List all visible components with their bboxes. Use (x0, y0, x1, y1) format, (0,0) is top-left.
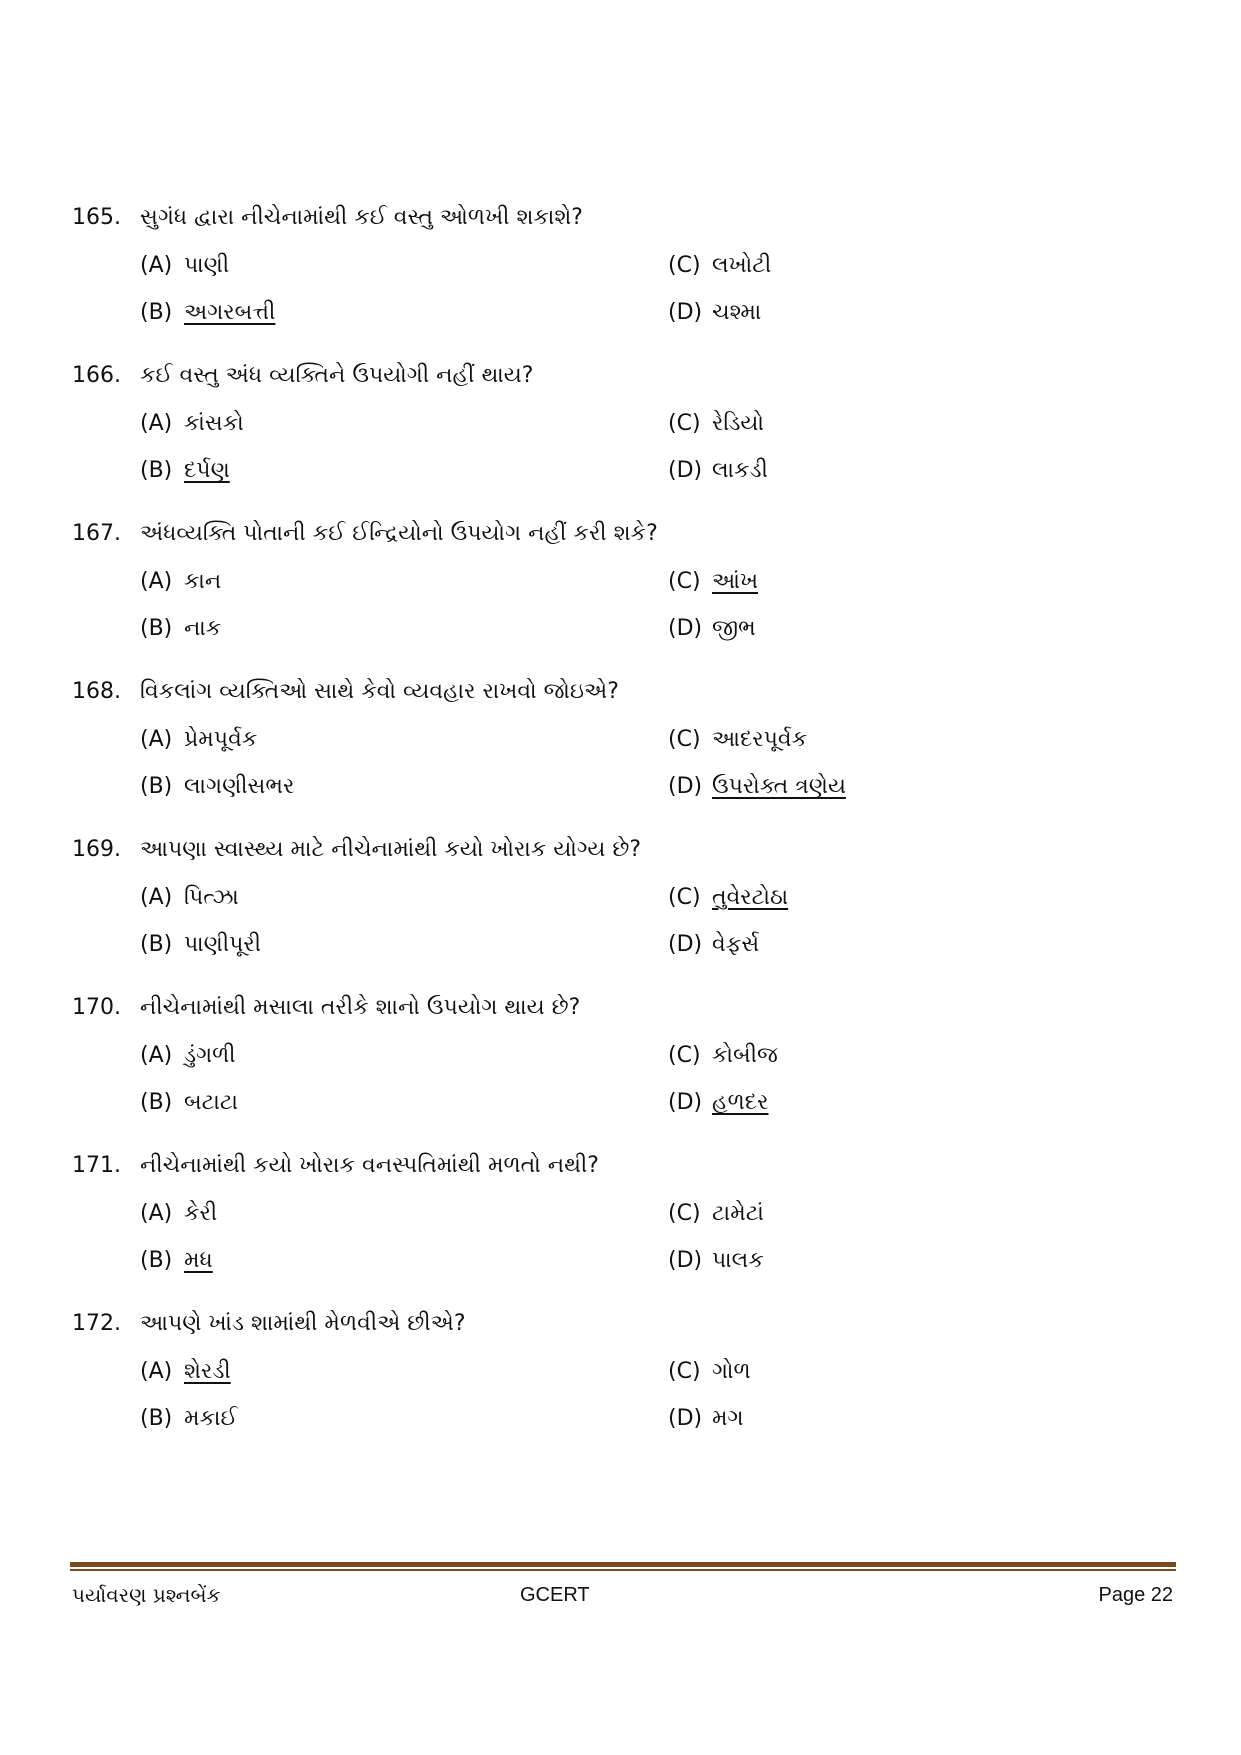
option-text: મધ (184, 1248, 213, 1273)
question-stem (72, 990, 580, 1026)
option-a (140, 1038, 236, 1074)
option-text: ડુંગળી (184, 1043, 236, 1068)
option-text: પાલક (712, 1248, 764, 1273)
question-text: આપણે ખાંડ શામાંથી મેળવીએ છીએ? (140, 1311, 466, 1336)
option-letter: (A) (140, 1359, 173, 1384)
question-170 (72, 990, 1172, 1148)
question-stem (72, 674, 619, 710)
question-169 (72, 832, 1172, 990)
option-letter: (A) (140, 727, 173, 752)
option-d (668, 295, 761, 331)
option-letter: (B) (140, 458, 173, 483)
option-letter: (B) (140, 300, 173, 325)
option-text: આદરપૂર્વક (712, 727, 808, 752)
option-text: ચશ્મા (712, 300, 762, 325)
option-b-correct (140, 453, 230, 489)
option-c (668, 1038, 778, 1074)
option-b (140, 1085, 238, 1121)
option-text: આંખ (712, 569, 759, 594)
question-168 (72, 674, 1172, 832)
option-letter: (A) (140, 253, 173, 278)
footer-divider (70, 1562, 1176, 1567)
option-text: કાન (184, 569, 222, 594)
option-d (668, 611, 756, 647)
option-letter: (A) (140, 885, 173, 910)
question-172 (72, 1306, 1172, 1464)
question-stem (72, 1306, 466, 1342)
option-a (140, 406, 244, 442)
option-text: અગરબત્તી (184, 300, 276, 325)
option-letter: (C) (668, 727, 701, 752)
option-letter: (B) (140, 774, 173, 799)
footer-book-title: પર્યાવરણ પ્રશ્નબેંક (72, 1583, 221, 1607)
question-number: 169. (72, 837, 121, 862)
option-text: વેફર્સ (712, 932, 760, 957)
option-b (140, 769, 294, 805)
option-d-correct (668, 769, 846, 805)
option-b-correct (140, 1243, 213, 1279)
footer-divider-thin (70, 1569, 1176, 1571)
question-number: 165. (72, 205, 121, 230)
option-text: નાક (184, 616, 222, 641)
option-letter: (D) (668, 1406, 703, 1431)
option-letter: (B) (140, 932, 173, 957)
option-b-correct (140, 295, 275, 331)
option-text: ટામેટાં (712, 1201, 764, 1226)
option-text: લાગણીસભર (184, 774, 295, 799)
option-a (140, 722, 257, 758)
option-text: ગોળ (712, 1359, 751, 1384)
question-text: વિકલાંગ વ્યક્તિઓ સાથે કેવો વ્યવહાર રાખવો જોઇએ? (140, 679, 619, 704)
option-text: શેરડી (184, 1359, 231, 1384)
option-text: લાકડી (712, 458, 768, 483)
question-number: 170. (72, 995, 121, 1020)
question-stem (72, 200, 583, 236)
question-stem (72, 358, 533, 394)
option-letter: (A) (140, 1043, 173, 1068)
option-letter: (A) (140, 569, 173, 594)
option-b (140, 1401, 237, 1437)
question-165 (72, 200, 1172, 358)
option-text: મકાઈ (184, 1406, 238, 1431)
option-letter: (C) (668, 253, 701, 278)
option-d (668, 453, 768, 489)
option-text: જીભ (712, 616, 756, 641)
question-number: 171. (72, 1153, 121, 1178)
option-letter: (D) (668, 774, 703, 799)
question-166 (72, 358, 1172, 516)
option-letter: (C) (668, 885, 701, 910)
question-number: 167. (72, 521, 121, 546)
option-b (140, 927, 261, 963)
option-text: ઉપરોક્ત ત્રણેય (712, 774, 846, 799)
option-letter: (A) (140, 411, 173, 436)
question-text: નીચેનામાંથી કયો ખોરાક વનસ્પતિમાંથી મળતો નથી? (140, 1153, 599, 1178)
option-letter: (B) (140, 1406, 173, 1431)
option-text: રેડિયો (712, 411, 764, 436)
option-text: કાંસકો (184, 411, 244, 436)
option-text: દર્પણ (184, 458, 230, 483)
option-letter: (C) (668, 411, 701, 436)
option-letter: (D) (668, 300, 703, 325)
option-d (668, 927, 759, 963)
option-letter: (C) (668, 569, 701, 594)
option-letter: (D) (668, 458, 703, 483)
option-a (140, 564, 221, 600)
footer-publisher: GCERT (520, 1584, 590, 1606)
question-text: સુગંધ દ્વારા નીચેનામાંથી કઈ વસ્તુ ઓળખી શકાશે? (140, 205, 583, 230)
question-stem (72, 832, 641, 868)
option-c-correct (668, 564, 758, 600)
option-letter: (B) (140, 1248, 173, 1273)
question-stem (72, 516, 658, 552)
option-text: હળદર (712, 1090, 769, 1115)
option-text: પાણી (184, 253, 230, 278)
option-text: કોબીજ (712, 1043, 778, 1068)
question-167 (72, 516, 1172, 674)
option-c (668, 406, 764, 442)
option-text: લખોટી (712, 253, 772, 278)
option-text: તુવેરટોઠા (712, 885, 789, 910)
question-number: 168. (72, 679, 121, 704)
option-a (140, 1196, 217, 1232)
option-d (668, 1401, 744, 1437)
option-b (140, 611, 221, 647)
question-number: 172. (72, 1311, 121, 1336)
option-text: પ્રેમપૂર્વક (184, 727, 258, 752)
question-number: 166. (72, 363, 121, 388)
option-c (668, 248, 771, 284)
option-letter: (C) (668, 1201, 701, 1226)
option-text: પિત્ઝા (184, 885, 239, 910)
option-text: પાણીપૂરી (184, 932, 262, 957)
footer-page-number: Page 22 (1098, 1584, 1173, 1606)
question-stem (72, 1148, 599, 1184)
option-letter: (D) (668, 616, 703, 641)
option-d-correct (668, 1085, 768, 1121)
option-text: કેરી (184, 1201, 218, 1226)
option-a (140, 880, 239, 916)
option-a (140, 248, 229, 284)
option-a-correct (140, 1354, 231, 1390)
option-letter: (D) (668, 1090, 703, 1115)
option-c-correct (668, 880, 788, 916)
option-letter: (B) (140, 616, 173, 641)
option-c (668, 1196, 764, 1232)
option-letter: (B) (140, 1090, 173, 1115)
option-letter: (D) (668, 1248, 703, 1273)
question-text: કઈ વસ્તુ અંધ વ્યક્તિને ઉપયોગી નહીં થાય? (140, 363, 534, 388)
question-text: અંધવ્યક્તિ પોતાની કઈ ઈન્દ્રિયોનો ઉપયોગ નહીં કરી શકે? (140, 521, 658, 546)
option-c (668, 722, 807, 758)
option-letter: (C) (668, 1359, 701, 1384)
question-text: નીચેનામાંથી મસાલા તરીકે શાનો ઉપયોગ થાય છે? (140, 995, 581, 1020)
option-letter: (C) (668, 1043, 701, 1068)
option-letter: (A) (140, 1201, 173, 1226)
question-171 (72, 1148, 1172, 1306)
question-text: આપણા સ્વાસ્થ્ય માટે નીચેનામાંથી કયો ખોરાક યોગ્ય છે? (140, 837, 642, 862)
option-text: બટાટા (184, 1090, 239, 1115)
option-c (668, 1354, 751, 1390)
option-letter: (D) (668, 932, 703, 957)
option-text: મગ (712, 1406, 744, 1431)
option-d (668, 1243, 764, 1279)
